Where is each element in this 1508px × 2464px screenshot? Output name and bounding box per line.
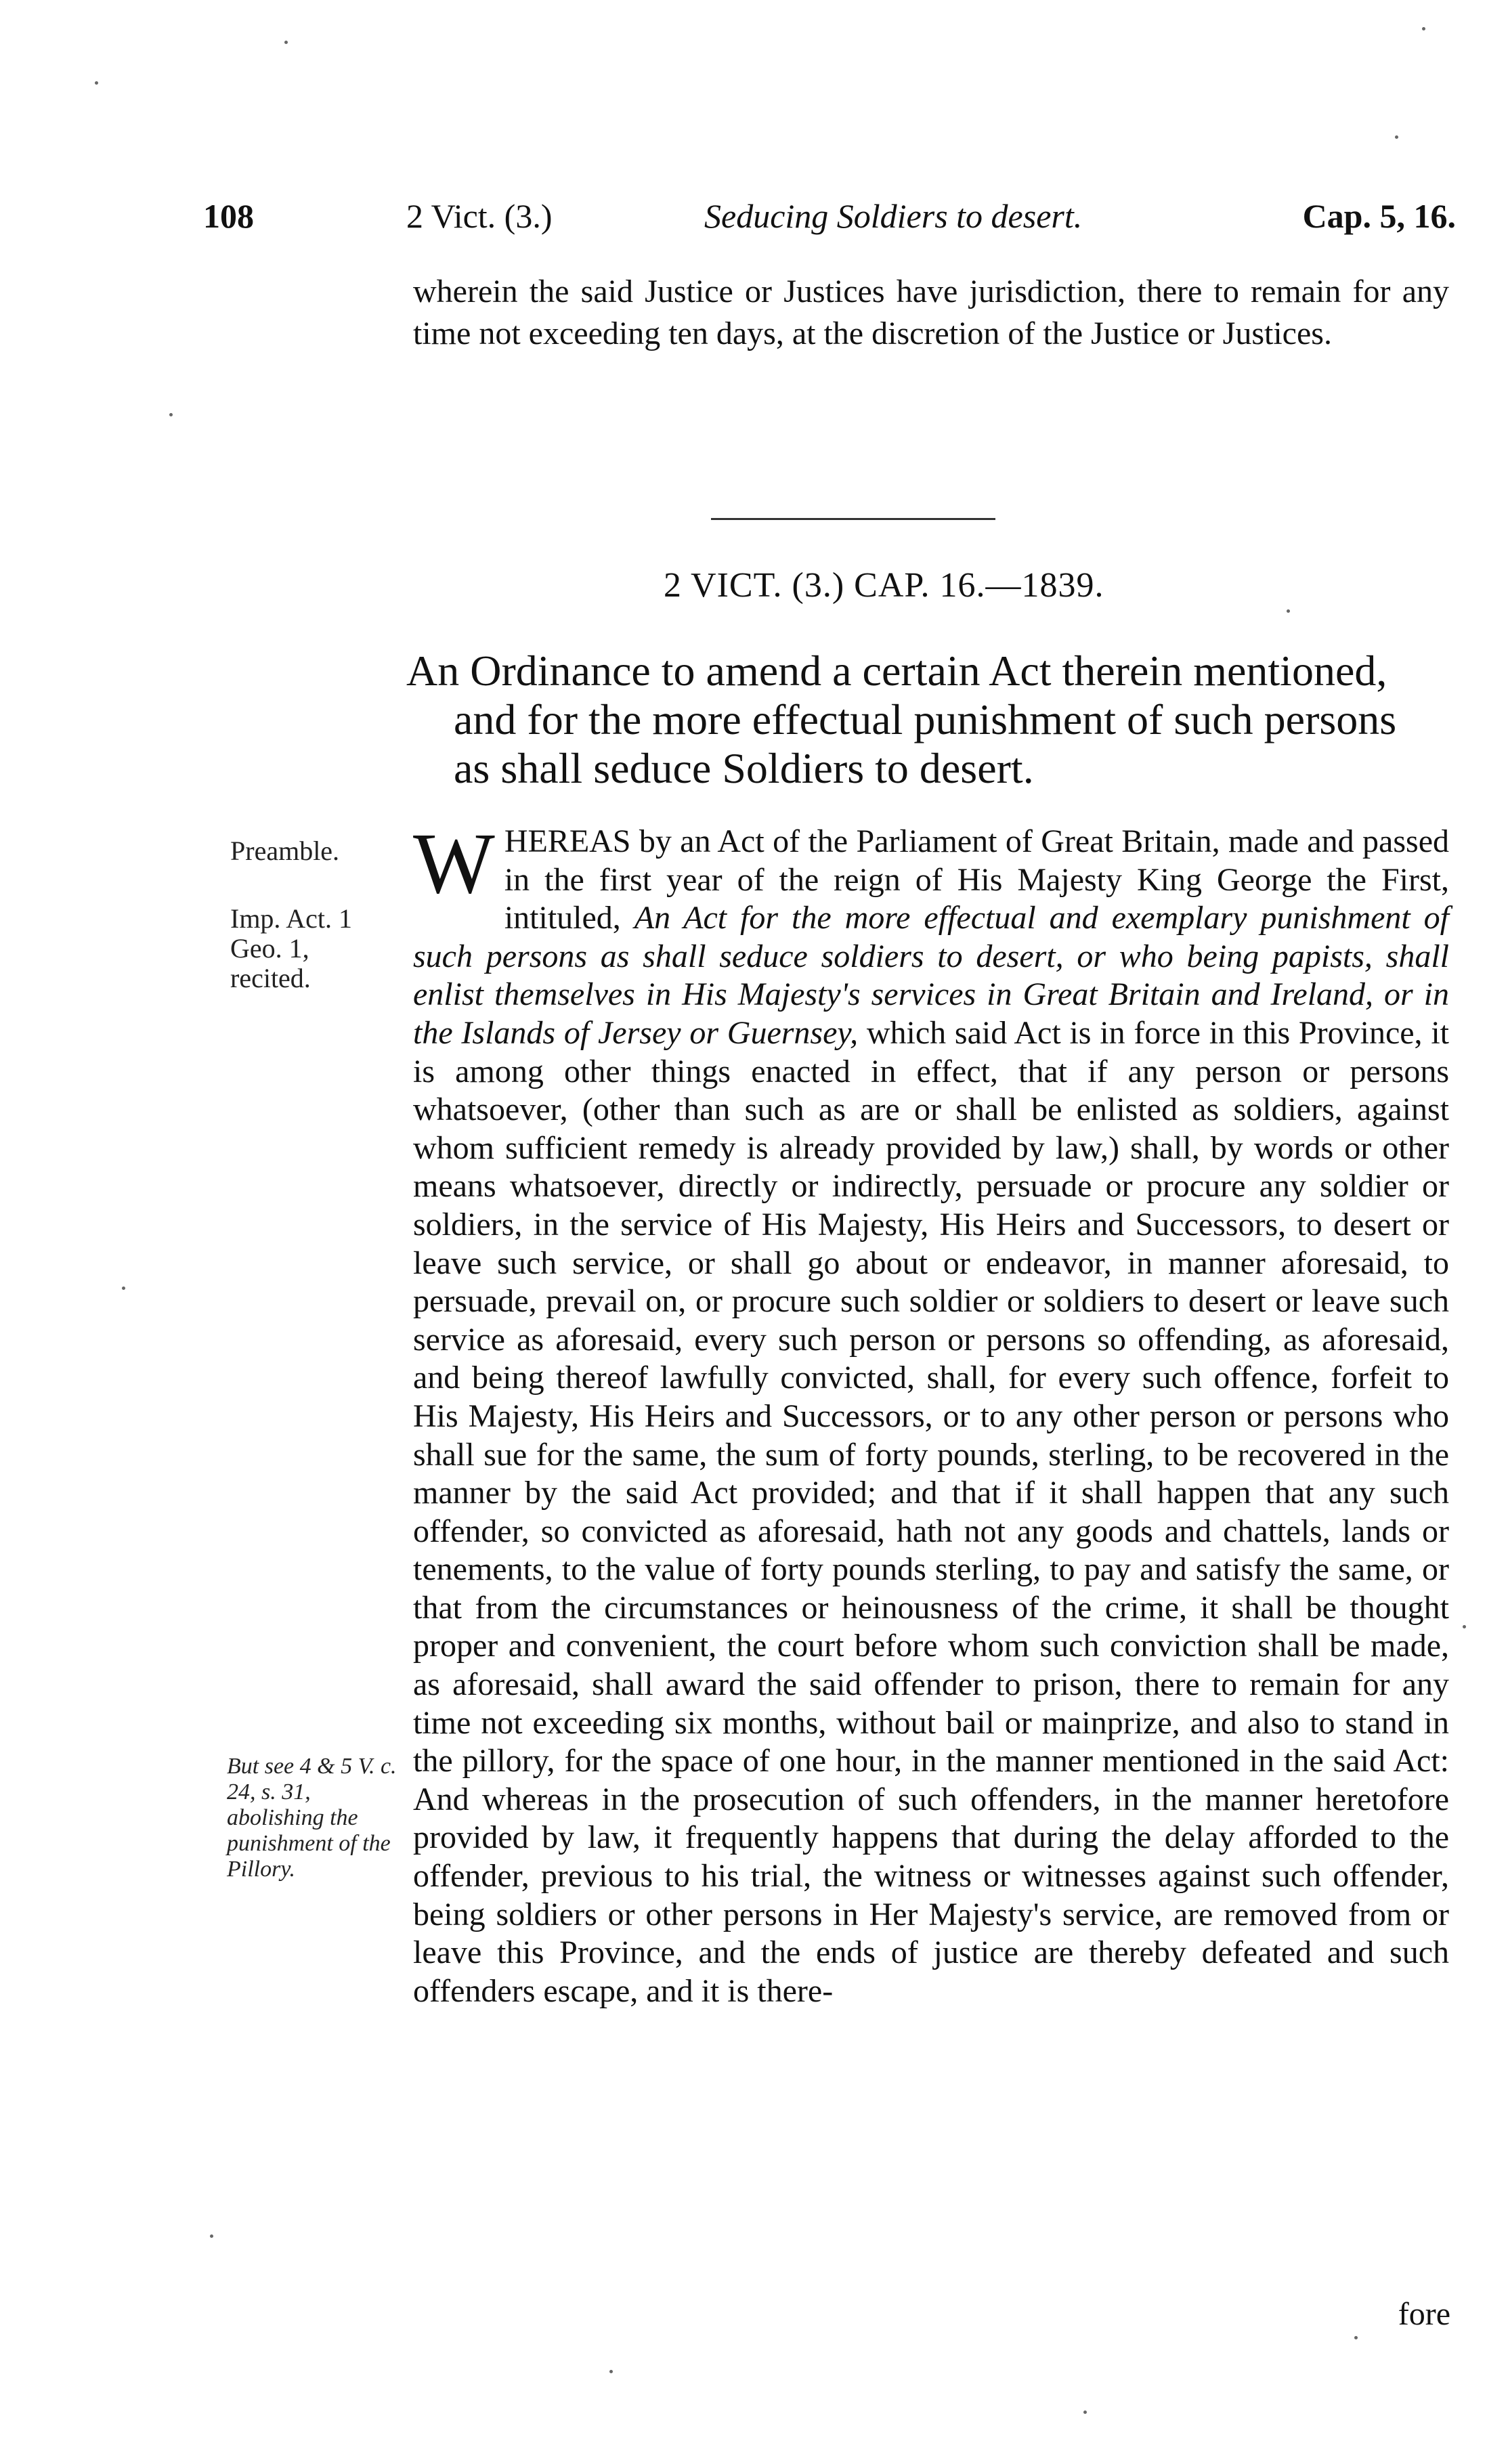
- body-text-part-1: HEREAS by an Act of the Parliament of Great Britain, made and passed in the first year of the reign of His Majesty King George the First, intituled,: [504, 823, 1449, 936]
- act-short-title: An Act for the more effectual and exemplary punishment of such persons as shall seduce soldiers to desert, or who being papists, shall enlist themselves in His Majesty's services in Great Britain and Ireland, or in the Islands of Jersey or Guernsey,: [413, 900, 1450, 1051]
- heading-line-3: as shall seduce Soldiers to desert.: [454, 744, 1034, 792]
- act-title: 2 VICT. (3.) CAP. 16.—1839.: [664, 566, 1104, 605]
- page-number: 108: [203, 197, 254, 235]
- section-divider: [711, 518, 995, 520]
- drop-cap: W: [413, 815, 495, 911]
- margin-note-preamble: Preamble.: [230, 836, 340, 866]
- body-text-part-2: which said Act is in force in this Province, it is among other things enacted in effect, that if any person or persons whatsoever, (other than such as are or shall be enlisted as soldiers, against whom sufficient remedy is already provided by law,) shall, by words or other means whatsoever, directly or indirectly, persuade or procure any soldier or soldiers, in the service of His Majesty, His Heirs and Successors, to desert or leave such service, or shall go about or endeavor, in manner aforesaid, to persuade, prevail on, or procure such soldier or soldiers to desert or leave such service as aforesaid, every such person or persons so offending, as aforesaid, and being thereof lawfully convicted, shall, for every such offence, forfeit to His Majesty, His Heirs and Successors, or to any other person or persons who shall sue for the same, the sum of forty pounds, sterling, to be recovered in the manner by the said Act provided; and that if it shall happen that any such offender, so convicted as aforesaid, hath not any goods and chattels, lands or tenements, to the value of forty pounds sterling, to pay and satisfy the same, or that from the circumstances or heinousness of the crime, it shall be thought proper and convenient, the court before whom such conviction shall be made, as aforesaid, shall award the said offender to prison, there to remain for any time not exceeding six months, without bail or mainprize, and also to stand in the pillory, for the space of one hour, in the manner mentioned in the said Act: And whereas in the prosecution of such offenders, in the manner heretofore provided by law, it frequently happens that during the delay afforded to the offender, previous to his trial, the witness or witnesses against such offender, being soldiers or other persons in Her Majesty's service, are removed from or leave this Province, and the ends of justice are thereby defeated and such offenders escape, and it is there-: [413, 1014, 1450, 2009]
- heading-line-2: and for the more effectual punishment of such persons: [454, 695, 1397, 743]
- heading-line-1: An Ordinance to amend a certain Act therein mentioned,: [406, 647, 1387, 695]
- running-title: Seducing Soldiers to desert.: [704, 197, 1083, 235]
- catchword: fore: [1398, 2296, 1450, 2332]
- margin-note-pillory: But see 4 & 5 V. c. 24, s. 31, abolishing the punishment of the Pillory.: [227, 1754, 397, 1882]
- margin-note-imperial-act: Imp. Act. 1 Geo. 1, recited.: [230, 903, 352, 993]
- regnal-year: 2 Vict. (3.): [406, 197, 553, 235]
- chapter-number: Cap. 5, 16.: [1302, 197, 1456, 235]
- carryover-paragraph: wherein the said Justice or Justices have jurisdiction, there to remain for any time not exceeding ten days, at the discretion of the Justice or Justices.: [413, 274, 1449, 351]
- ordinance-heading: [406, 647, 1463, 793]
- preamble-paragraph: [413, 815, 1450, 2010]
- running-head: [203, 196, 1456, 251]
